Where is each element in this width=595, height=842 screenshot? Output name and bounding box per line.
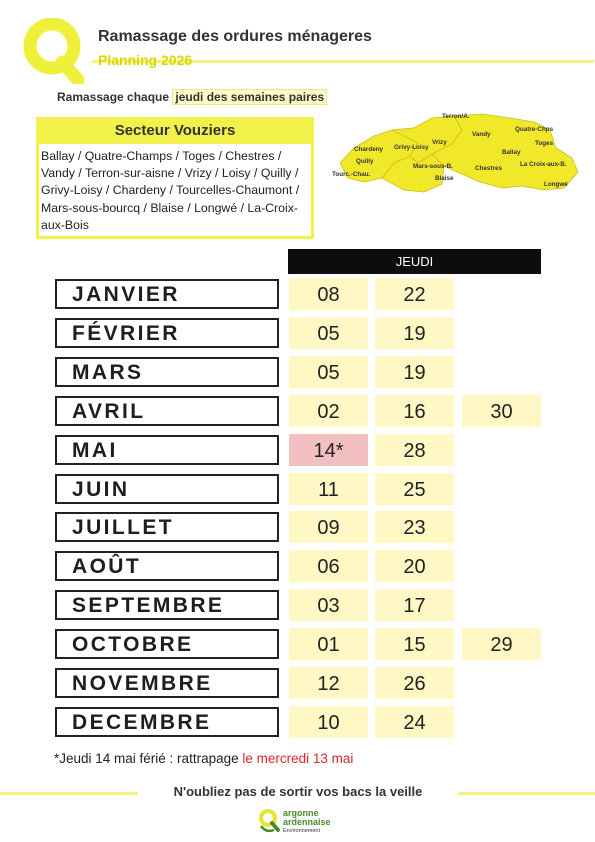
collection-day: 30	[462, 395, 541, 427]
sector-title: Secteur Vouziers	[36, 117, 314, 144]
month-label: NOVEMBRE	[55, 668, 279, 698]
brand-logo-icon	[258, 808, 280, 834]
collection-day: 25	[375, 473, 454, 505]
collection-day: 19	[375, 317, 454, 349]
month-label: AOÛT	[55, 551, 279, 581]
page-title: Ramassage des ordures ménageres	[98, 28, 372, 45]
map-label: Quilly	[356, 158, 374, 165]
month-label: JUILLET	[55, 512, 279, 542]
holiday-footnote-date: le mercredi 13 mai	[242, 751, 354, 766]
collection-day: 10	[289, 706, 368, 738]
month-label: DECEMBRE	[55, 707, 279, 737]
collection-day: 12	[289, 667, 368, 699]
collection-day: 24	[375, 706, 454, 738]
collection-frequency	[57, 89, 327, 105]
map-label: Ballay	[502, 149, 521, 156]
collection-day: 05	[289, 356, 368, 388]
month-label: SEPTEMBRE	[55, 590, 279, 620]
month-label: MARS	[55, 357, 279, 387]
map-label: Vandy	[472, 131, 491, 138]
map-label: Blaise	[435, 175, 454, 182]
collection-day: 20	[375, 550, 454, 582]
map-label: Tourc.-Chau.	[332, 171, 371, 178]
map-label: Quatre-Chps	[515, 126, 554, 133]
brand-name	[283, 809, 331, 836]
sector-map	[332, 108, 584, 198]
collection-day: 01	[289, 628, 368, 660]
month-label: JANVIER	[55, 279, 279, 309]
map-label: Terron/A.	[442, 113, 470, 120]
collection-day: 19	[375, 356, 454, 388]
page-subtitle: Planning 2026	[98, 52, 193, 68]
collection-day: 06	[289, 550, 368, 582]
month-label: OCTOBRE	[55, 629, 279, 659]
holiday-footnote	[54, 751, 353, 766]
map-label: Toges	[535, 140, 554, 147]
collection-day: 09	[289, 511, 368, 543]
map-label: Chardeny	[354, 146, 384, 153]
map-label: La Croix-aux-B.	[520, 161, 567, 168]
map-label: Mars-sous-B.	[413, 163, 453, 170]
sector-communes: Ballay / Quatre-Champs / Toges / Chestres / Vandy / Terron-sur-aisne / Vrizy / Loisy / Quilly / Grivy-Loisy / Chardeny / Tourcelles-Chaumont / Mars-sous-bourcq / Blaise / Longwé / La-Croix-aux-Bois	[41, 149, 300, 232]
month-label: AVRIL	[55, 396, 279, 426]
month-label: FÉVRIER	[55, 318, 279, 348]
map-label: Grivy-Loisy	[394, 144, 429, 151]
reminder-text: N'oubliez pas de sortir vos bacs la veille	[173, 784, 423, 799]
collection-day: 03	[289, 589, 368, 621]
month-label: MAI	[55, 435, 279, 465]
collection-day: 17	[375, 589, 454, 621]
holiday-footnote-text: *Jeudi 14 mai férié : rattrapage	[54, 751, 243, 766]
collection-day: 11	[289, 473, 368, 505]
collection-frequency-highlight: jeudi des semaines paires	[172, 89, 327, 105]
collection-day: 28	[375, 434, 454, 466]
footer-divider-right	[458, 792, 595, 795]
collection-day: 15	[375, 628, 454, 660]
brand-line-2: ardennaise	[283, 817, 331, 827]
collection-day: 29	[462, 628, 541, 660]
collection-day: 14*	[289, 434, 368, 466]
collection-day: 23	[375, 511, 454, 543]
collection-day: 05	[289, 317, 368, 349]
planning-logo-icon	[22, 18, 92, 84]
month-label: JUIN	[55, 474, 279, 504]
weekday-column-header: JEUDI	[288, 249, 541, 274]
brand-line-1: argonne	[283, 808, 319, 818]
collection-day: 16	[375, 395, 454, 427]
collection-day: 26	[375, 667, 454, 699]
map-label: Longwé	[544, 181, 568, 188]
collection-day: 02	[289, 395, 368, 427]
map-label: Chestres	[475, 165, 502, 172]
collection-day: 08	[289, 278, 368, 310]
brand-line-3: Environnement	[283, 828, 320, 834]
footer-divider-left	[0, 792, 138, 795]
collection-frequency-prefix: Ramassage chaque	[57, 90, 173, 104]
collection-day: 22	[375, 278, 454, 310]
map-label: Vrizy	[432, 139, 447, 146]
